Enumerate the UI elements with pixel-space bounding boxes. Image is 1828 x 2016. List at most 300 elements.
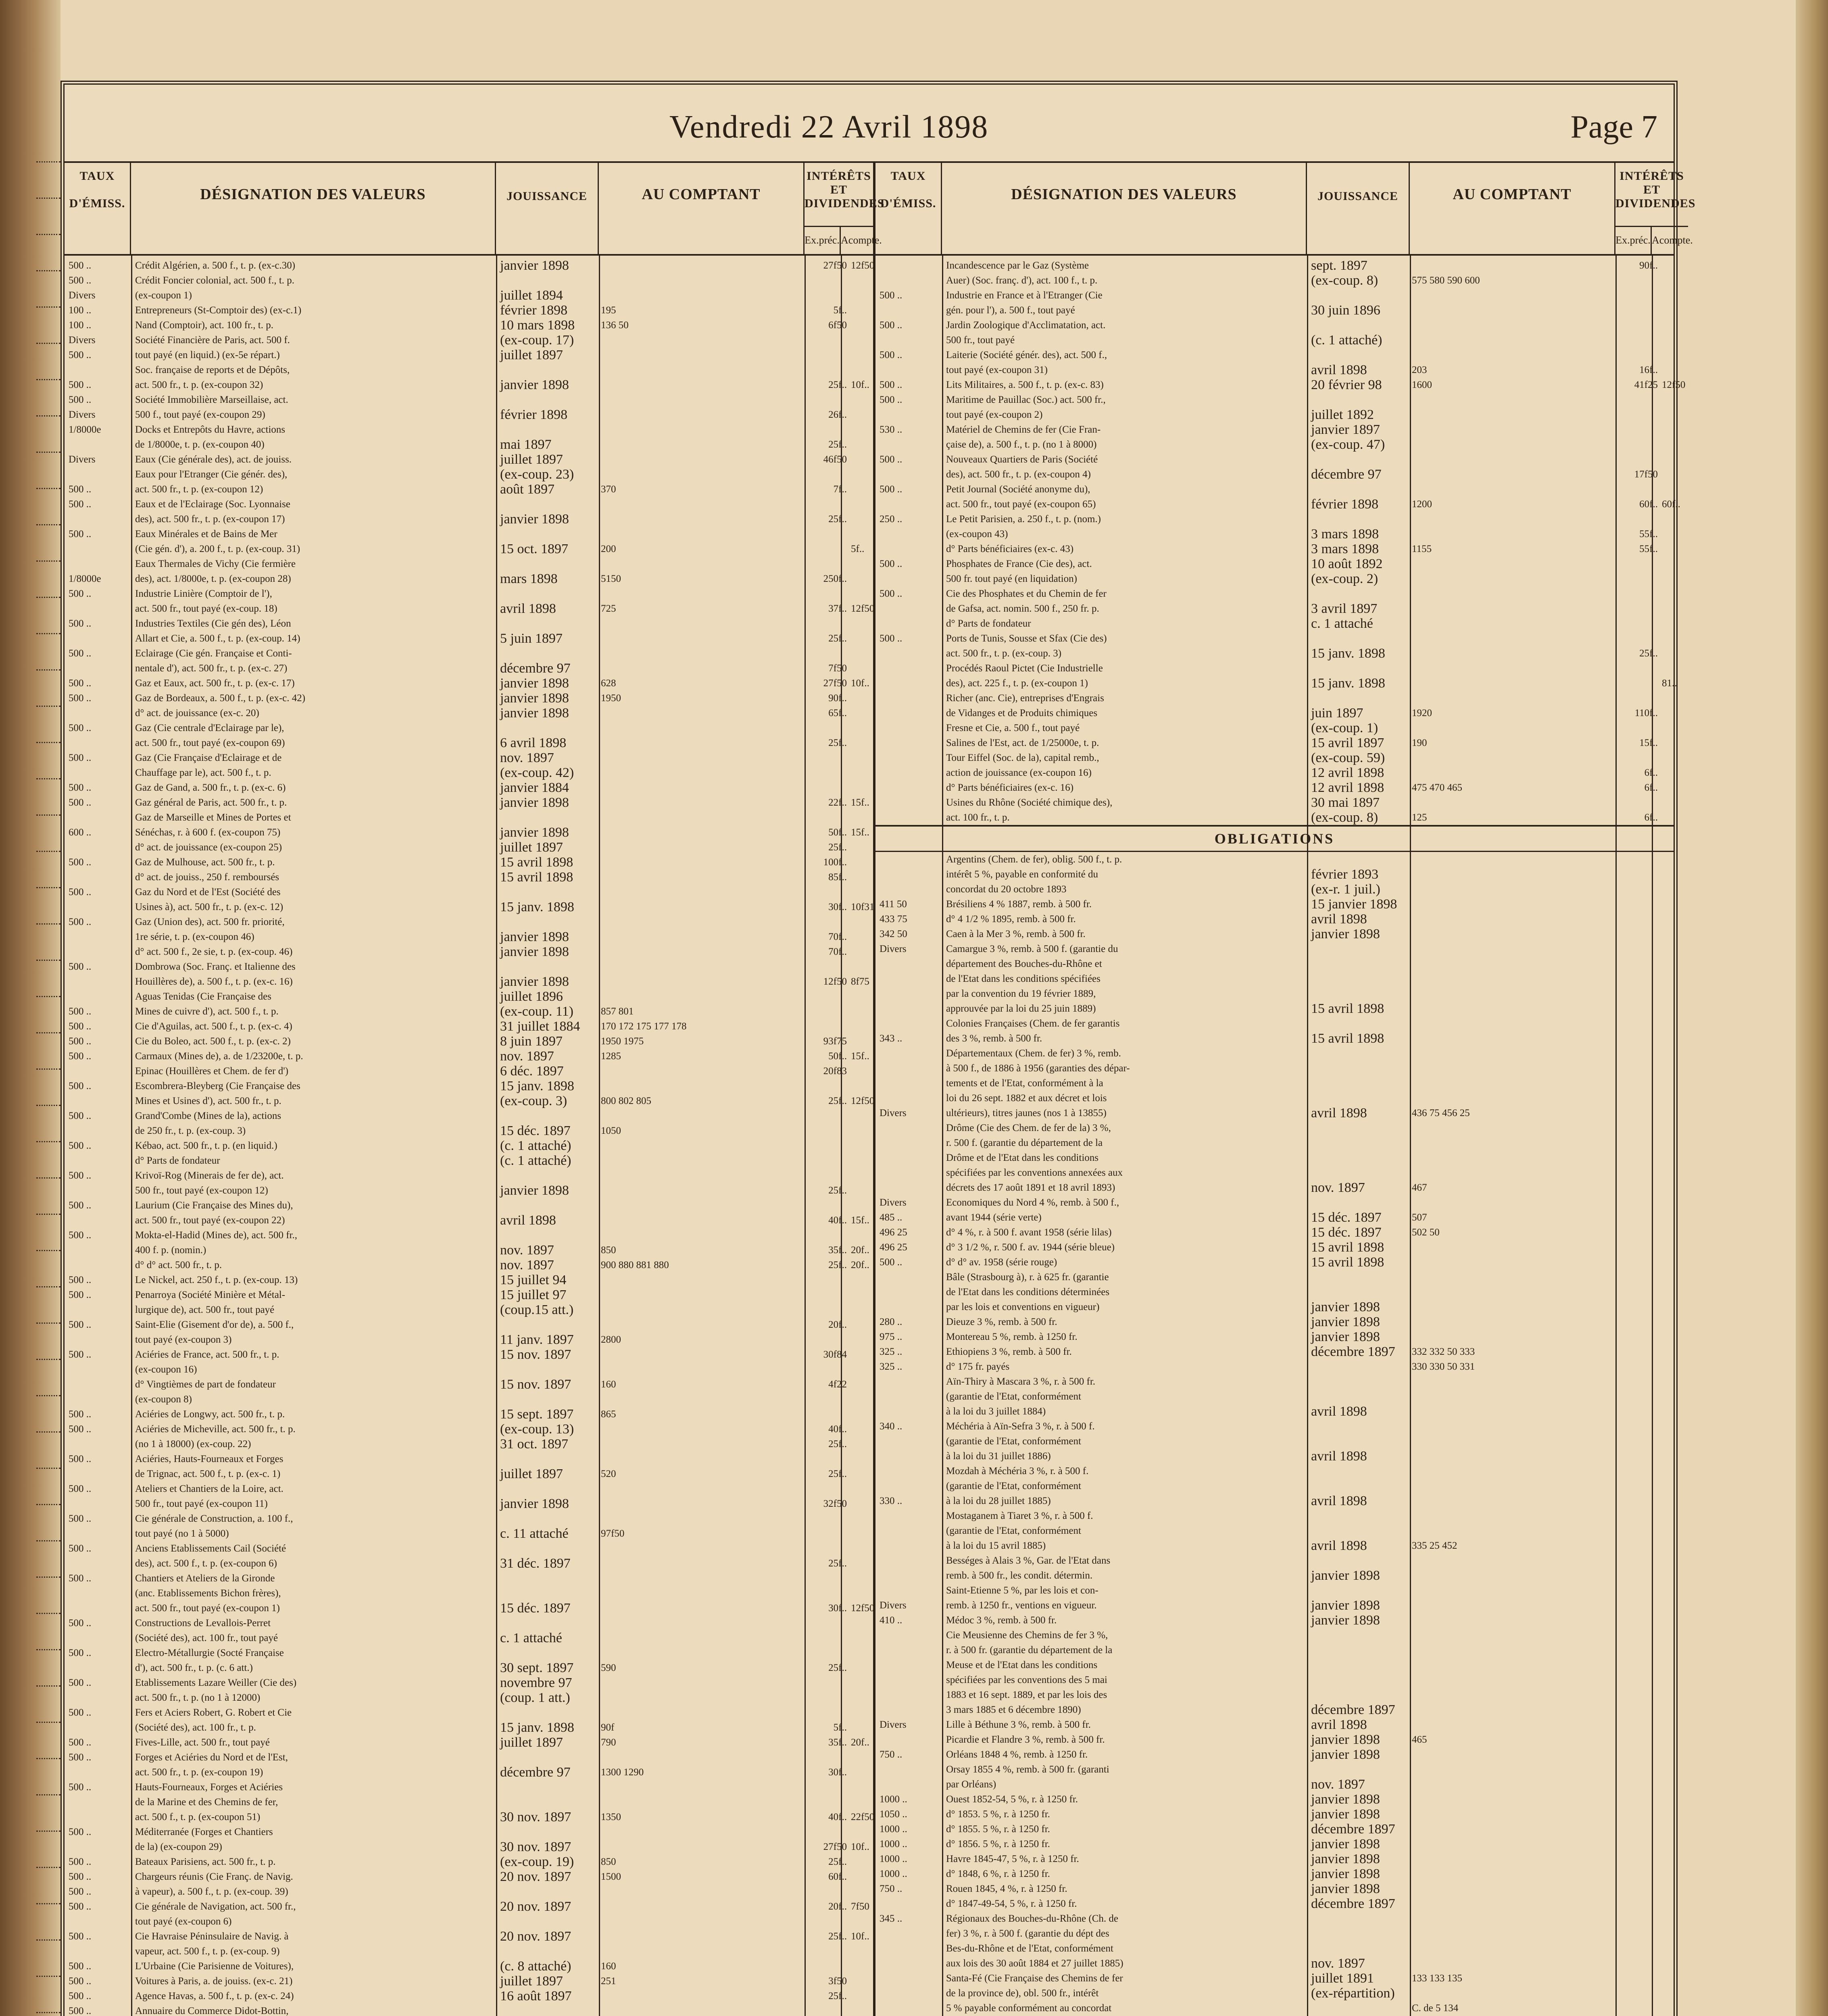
designation-cell: Méditerranée (Forges et Chantiers (135, 1826, 273, 1837)
taux-cell: 500 .. (69, 1081, 92, 1091)
strip-dotted-line (36, 1831, 60, 1832)
designation-cell: (garantie de l'Etat, conformément (946, 1436, 1081, 1447)
designation-cell: action de jouissance (ex-coupon 16) (946, 767, 1092, 778)
jouissance-cell: juillet 1897 (500, 452, 563, 467)
taux-cell: 410 .. (880, 1615, 903, 1626)
designation-cell: gén. pour l'), a. 500 f., tout payé (946, 305, 1075, 316)
cours-cell: 502 50 (1412, 1227, 1440, 1238)
designation-cell: à 500 f., de 1886 à 1956 (garanties des dépar- (946, 1063, 1130, 1074)
jouissance-cell: 31 oct. 1897 (500, 1437, 569, 1452)
ex-prec-cell: 25f.. (828, 1991, 847, 2001)
designation-cell: Eaux et de l'Eclairage (Soc. Lyonnaise (135, 499, 290, 510)
table-row (65, 571, 873, 586)
table-row (875, 1150, 1674, 1165)
jouissance-cell: 6 avril 1898 (500, 735, 567, 750)
table-row (875, 1613, 1674, 1628)
jouissance-cell: 15 déc. 1897 (500, 1123, 571, 1138)
designation-cell: Gaz de Mulhouse, act. 500 fr., t. p. (135, 857, 275, 868)
designation-cell: Mines de cuivre d'), act. 500 f., t. p. (135, 1006, 279, 1017)
taux-cell: 500 .. (69, 1618, 92, 1629)
designation-cell: Carmaux (Mines de), a. de 1/23200e, t. p. (135, 1051, 303, 1062)
designation-cell: r. 500 f. (garantie du département de la (946, 1137, 1103, 1148)
jouissance-cell: janvier 1898 (500, 512, 569, 527)
designation-cell: Drôme et de l'Etat dans les conditions (946, 1152, 1099, 1163)
header-acomptes: Acompte. (841, 226, 873, 254)
ex-prec-cell: 6f.. (1644, 767, 1658, 778)
ex-prec-cell: 20f83 (823, 1066, 847, 1077)
strip-dotted-line (36, 1685, 60, 1687)
table-row (65, 1287, 873, 1302)
designation-cell: Cie d'Aguilas, act. 500 f., t. p. (ex-c. 4) (135, 1021, 292, 1032)
table-row (875, 1389, 1674, 1404)
table-row (875, 1359, 1674, 1374)
table-row (65, 1079, 873, 1093)
taux-cell: 500 .. (69, 1036, 92, 1047)
strip-dotted-line (36, 1322, 60, 1324)
table-row (875, 1106, 1674, 1120)
acompte-cell: 12f50 (851, 1603, 875, 1614)
jouissance-cell: avril 1898 (1311, 912, 1367, 927)
ex-prec-cell: 5f.. (833, 1722, 847, 1733)
jouissance-cell: 6 déc. 1897 (500, 1064, 564, 1079)
designation-cell: des 3 %, remb. à 500 fr. (946, 1033, 1042, 1044)
taux-cell: 1000 .. (880, 1839, 907, 1849)
table-row (875, 452, 1674, 467)
jouissance-cell: (ex-r. 1 juil.) (1311, 882, 1380, 897)
table-row (65, 303, 873, 318)
table-row (875, 1851, 1674, 1866)
acompte-cell: 15f.. (851, 1215, 869, 1226)
jouissance-cell: nov. 1897 (500, 1258, 554, 1272)
acompte-cell: 7f50 (851, 1901, 869, 1912)
cours-cell: 520 (601, 1468, 616, 1479)
taux-cell: 500 .. (69, 1647, 92, 1658)
designation-cell: Gaz de Marseille et Mines de Portes et (135, 812, 291, 823)
strip-dotted-line (36, 1794, 60, 1795)
taux-cell: 500 .. (69, 916, 92, 927)
designation-cell: 500 fr. tout payé (en liquidation) (946, 573, 1077, 584)
designation-cell: Brésiliens 4 % 1887, remb. à 500 fr. (946, 899, 1092, 910)
taux-cell: 750 .. (880, 1883, 903, 1894)
table-row (65, 1556, 873, 1571)
ex-prec-cell: 25f.. (828, 1185, 847, 1196)
taux-cell: 500 .. (880, 633, 903, 644)
strip-dotted-line (36, 1722, 60, 1723)
designation-cell: Bességes à Alais 3 %, Gar. de l'Etat dans (946, 1555, 1111, 1566)
jouissance-cell: mars 1898 (500, 571, 558, 586)
table-row (65, 1824, 873, 1839)
taux-cell: 530 .. (880, 424, 903, 435)
acompte-cell: 5f.. (851, 544, 865, 554)
acompte-cell: 12f50 (851, 260, 875, 271)
designation-cell: (ex-coupon 43) (946, 529, 1008, 539)
cours-cell: C. de 5 134 (1412, 2003, 1459, 2014)
jouissance-cell: janvier 1898 (1311, 1837, 1380, 1851)
ex-prec-cell: 40f.. (828, 1215, 847, 1226)
designation-cell: 1re série, t. p. (ex-coupon 46) (135, 931, 254, 942)
taux-cell: 500 .. (69, 350, 92, 360)
strip-dotted-line (36, 1214, 60, 1215)
cours-cell: 1950 (601, 693, 621, 704)
table-row (875, 1717, 1674, 1732)
table-row (875, 1523, 1674, 1538)
jouissance-cell: janvier 1898 (1311, 1598, 1380, 1613)
cours-cell: 628 (601, 678, 616, 689)
taux-cell: 411 50 (880, 899, 907, 910)
jouissance-cell: 15 avril 1898 (500, 855, 573, 870)
ex-prec-cell: 17f50 (1634, 469, 1658, 480)
table-row (875, 1449, 1674, 1464)
table-row (875, 1046, 1674, 1061)
taux-cell: 345 .. (880, 1913, 903, 1924)
table-row (65, 1108, 873, 1123)
taux-cell: 500 .. (69, 1110, 92, 1121)
designation-cell: d° Parts bénéficiaires (ex-c. 43) (946, 544, 1074, 554)
taux-cell: 500 .. (69, 693, 92, 704)
jouissance-cell: janvier 1898 (1311, 1300, 1380, 1314)
left-table-body (65, 258, 873, 2016)
designation-cell: Gaz du Nord et de l'Est (Société des (135, 887, 281, 898)
jouissance-cell: (coup. 1 att.) (500, 1690, 570, 1705)
taux-cell: 1/8000e (69, 573, 101, 584)
table-row (875, 1687, 1674, 1702)
page-number: Page 7 (1570, 109, 1657, 145)
strip-dotted-line (36, 1286, 60, 1287)
table-row (875, 1404, 1674, 1419)
taux-cell: 500 .. (69, 1319, 92, 1330)
designation-cell: tout payé (ex-coupon 3) (135, 1334, 232, 1345)
taux-cell: 500 .. (69, 394, 92, 405)
strip-dotted-line (36, 633, 60, 634)
jouissance-cell: (ex-coup. 59) (1311, 750, 1385, 765)
table-row (875, 1255, 1674, 1270)
designation-cell: Mines et Usines d'), act. 500 fr., t. p. (135, 1095, 281, 1106)
strip-dotted-line (36, 1141, 60, 1142)
table-row (65, 780, 873, 795)
designation-cell: Aciéries de Micheville, act. 500 fr., t. p. (135, 1424, 296, 1435)
cours-cell: 90f (601, 1722, 615, 1733)
jouissance-cell: janvier 1898 (500, 676, 569, 691)
table-row (65, 1064, 873, 1079)
ex-prec-cell: 12f50 (823, 976, 847, 987)
jouissance-cell: juin 1897 (1311, 706, 1363, 721)
table-row (875, 1822, 1674, 1837)
jouissance-cell: avril 1898 (500, 1213, 556, 1228)
ex-prec-cell: 6f.. (1644, 812, 1658, 823)
jouissance-cell: janvier 1898 (500, 1496, 569, 1511)
designation-cell: (ex-coupon 1) (135, 290, 192, 301)
designation-cell: (anc. Etablissements Bichon frères), (135, 1588, 281, 1599)
designation-cell: (Cie gén. d'), a. 200 f., t. p. (ex-coup. 31) (135, 544, 300, 554)
jouissance-cell: (ex-coup. 42) (500, 765, 574, 780)
designation-cell: (Société des), act. 100 fr., tout payé (135, 1633, 278, 1643)
table-row (65, 333, 873, 348)
table-row (65, 1228, 873, 1243)
jouissance-cell: avril 1898 (1311, 1404, 1367, 1419)
ex-prec-cell: 5f.. (833, 305, 847, 316)
acompte-cell: 81.. (1662, 678, 1677, 689)
table-row (65, 1631, 873, 1645)
table-row (65, 1929, 873, 1944)
designation-cell: Soc. française de reports et de Dépôts, (135, 364, 290, 375)
designation-cell: act. 500 fr., t. p. (ex-coup. 3) (946, 648, 1062, 659)
taux-cell: 1000 .. (880, 1824, 907, 1835)
table-row (875, 1300, 1674, 1314)
jouissance-cell: juillet 1891 (1311, 1971, 1374, 1986)
jouissance-cell: 12 avril 1898 (1311, 780, 1384, 795)
table-row (65, 556, 873, 571)
ex-prec-cell: 32f50 (823, 1498, 847, 1509)
table-row (65, 825, 873, 840)
designation-cell: de 250 fr., t. p. (ex-coup. 3) (135, 1125, 246, 1136)
table-row (875, 1911, 1674, 1926)
taux-cell: Divers (880, 1197, 907, 1208)
table-row (65, 497, 873, 512)
taux-cell: 500 .. (880, 290, 903, 301)
strip-dotted-line (36, 1250, 60, 1251)
jouissance-cell: 15 avril 1898 (1311, 1001, 1384, 1016)
jouissance-cell: janvier 1898 (500, 795, 569, 810)
ex-prec-cell: 25f.. (828, 737, 847, 748)
jouissance-cell: décembre 97 (500, 1765, 571, 1780)
jouissance-cell: 3 mars 1898 (1311, 541, 1379, 556)
acompte-cell: 12f50 (1662, 379, 1686, 390)
ex-prec-cell: 55f.. (1639, 529, 1658, 539)
jouissance-cell: janvier 1898 (500, 974, 569, 989)
table-row (875, 1583, 1674, 1598)
ex-prec-cell: 7f50 (828, 663, 847, 674)
table-row (875, 1344, 1674, 1359)
designation-cell: Drôme (Cie des Chem. de fer de la) 3 %, (946, 1123, 1111, 1133)
table-row (65, 1854, 873, 1869)
cours-cell: 475 470 465 (1412, 782, 1462, 793)
taux-cell: 500 .. (69, 618, 92, 629)
jouissance-cell: janvier 1898 (500, 377, 569, 392)
acompte-cell: 20f.. (851, 1245, 869, 1256)
table-row (875, 646, 1674, 661)
jouissance-cell: janvier 1898 (500, 691, 569, 706)
table-row (65, 691, 873, 706)
designation-cell: Electro-Métallurgie (Socté Française (135, 1647, 284, 1658)
jouissance-cell: 15 déc. 1897 (1311, 1225, 1382, 1240)
table-row (875, 1091, 1674, 1106)
table-row (65, 1765, 873, 1780)
table-row (875, 1135, 1674, 1150)
table-row (875, 1747, 1674, 1762)
designation-cell: Régionaux des Bouches-du-Rhône (Ch. de (946, 1913, 1119, 1924)
table-row (65, 1093, 873, 1108)
jouissance-cell: (c. 1 attaché) (500, 1153, 571, 1168)
table-row (65, 541, 873, 556)
jouissance-cell: (ex-coup. 17) (500, 333, 574, 348)
acompte-cell: 22f50 (851, 1812, 875, 1822)
designation-cell: Le Nickel, act. 250 f., t. p. (ex-coup. 13) (135, 1275, 298, 1285)
cours-cell: 1350 (601, 1812, 621, 1822)
taux-cell: 280 .. (880, 1316, 903, 1327)
ex-prec-cell: 25f.. (828, 1439, 847, 1450)
jouissance-cell: 16 août 1897 (500, 1989, 572, 2004)
taux-cell: 500 .. (880, 320, 903, 331)
strip-dotted-line (36, 1431, 60, 1433)
jouissance-cell: (c. 1 attaché) (1311, 333, 1382, 348)
designation-cell: Médoc 3 %, remb. à 500 fr. (946, 1615, 1057, 1626)
jouissance-cell: (ex-coup. 8) (1311, 810, 1378, 825)
table-row (875, 691, 1674, 706)
designation-cell: d° 175 fr. payés (946, 1361, 1010, 1372)
taux-cell: 500 .. (69, 529, 92, 539)
taux-cell: 500 .. (69, 1289, 92, 1300)
taux-cell: 343 .. (880, 1033, 903, 1044)
table-row (65, 1944, 873, 1959)
jouissance-cell: juillet 1897 (500, 1735, 563, 1750)
designation-cell: Gaz (Cie centrale d'Eclairage par le), (135, 723, 284, 733)
table-row (65, 1795, 873, 1810)
designation-cell: Annuaire du Commerce Didot-Bottin, (135, 2006, 289, 2016)
designation-cell: décrets des 17 août 1891 et 18 avril 1893) (946, 1182, 1115, 1193)
designation-cell: 500 f., tout payé (ex-coupon 29) (135, 409, 265, 420)
table-row (65, 1004, 873, 1019)
designation-cell: d° Parts bénéficiaires (ex-c. 16) (946, 782, 1074, 793)
designation-cell: Crédit Foncier colonial, act. 500 f., t. p. (135, 275, 295, 286)
jouissance-cell: 20 février 98 (1311, 377, 1382, 392)
taux-cell: 500 .. (69, 499, 92, 510)
jouissance-cell: (ex-coup. 1) (1311, 721, 1378, 735)
header-jouissance: JOUISSANCE (1307, 161, 1410, 254)
jouissance-cell: décembre 1897 (1311, 1822, 1395, 1837)
jouissance-cell: 15 janv. 1898 (1311, 676, 1385, 691)
taux-cell: 330 .. (880, 1495, 903, 1506)
jouissance-cell: 15 janv. 1898 (500, 900, 574, 914)
designation-cell: Usines du Rhône (Société chimique des), (946, 797, 1113, 808)
taux-cell: 325 .. (880, 1346, 903, 1357)
cours-cell: 436 75 456 25 (1412, 1108, 1470, 1118)
table-row (65, 407, 873, 422)
designation-cell: tout payé (en liquid.) (ex-5e répart.) (135, 350, 280, 360)
jouissance-cell: avril 1898 (1311, 1717, 1367, 1732)
table-row (875, 273, 1674, 288)
ex-prec-cell: 90f.. (828, 693, 847, 704)
jouissance-cell: novembre 97 (500, 1675, 572, 1690)
designation-cell: 5 % payable conformément au concordat (946, 2003, 1112, 2014)
designation-cell: act. 500 fr., t. p. (ex-coupon 19) (135, 1767, 263, 1778)
ex-prec-cell: 20f.. (828, 1319, 847, 1330)
table-row (65, 1884, 873, 1899)
acompte-cell: 60f.. (1662, 499, 1680, 510)
designation-cell: Grand'Combe (Mines de la), actions (135, 1110, 281, 1121)
strip-dotted-line (36, 379, 60, 380)
designation-cell: d° act. de jouiss., 250 f. remboursés (135, 872, 279, 883)
designation-cell: Fives-Lille, act. 500 fr., tout payé (135, 1737, 270, 1748)
strip-dotted-line (36, 1395, 60, 1396)
table-row (65, 1526, 873, 1541)
strip-dotted-line (36, 1577, 60, 1578)
acompte-cell: 8f75 (851, 976, 869, 987)
designation-cell: d° d° act. 500 fr., t. p. (135, 1260, 222, 1270)
table-row (875, 422, 1674, 437)
taux-cell: 500 .. (69, 1737, 92, 1748)
jouissance-cell: avril 1898 (1311, 1538, 1367, 1553)
strip-dotted-line (36, 560, 60, 562)
designation-cell: Docks et Entrepôts du Havre, actions (135, 424, 286, 435)
table-row (875, 1434, 1674, 1449)
jouissance-cell: 31 juillet 1884 (500, 1019, 580, 1034)
table-row (875, 1270, 1674, 1285)
designation-cell: approuvée par la loi du 25 juin 1889) (946, 1003, 1096, 1014)
table-row (875, 482, 1674, 497)
table-row (65, 661, 873, 676)
taux-cell: 600 .. (69, 827, 92, 838)
table-row (875, 1956, 1674, 1971)
designation-cell: Chauffage par le), act. 500 f., t. p. (135, 767, 271, 778)
designation-cell: Anciens Etablissements Cail (Société (135, 1543, 286, 1554)
jouissance-cell: (ex-coup. 19) (500, 1854, 574, 1869)
table-row (875, 1777, 1674, 1792)
cours-cell: 575 580 590 600 (1412, 275, 1480, 286)
strip-dotted-line (36, 1105, 60, 1106)
jouissance-cell: avril 1898 (1311, 1449, 1367, 1464)
cours-cell: 865 (601, 1409, 616, 1420)
acompte-cell: 10f.. (851, 379, 869, 390)
jouissance-cell: (ex-coup. 11) (500, 1004, 573, 1019)
table-row (65, 855, 873, 870)
designation-cell: d'), act. 500 fr., t. p. (c. 6 att.) (135, 1662, 253, 1673)
jouissance-cell: février 1898 (500, 303, 568, 318)
acompte-cell: 20f.. (851, 1260, 869, 1270)
table-row (875, 1001, 1674, 1016)
designation-cell: des), act. 500 f., t. p. (ex-coupon 6) (135, 1558, 277, 1569)
designation-cell: à la loi du 28 juillet 1885) (946, 1495, 1051, 1506)
table-row (65, 452, 873, 467)
jouissance-cell: 15 janvier 1898 (1311, 897, 1397, 912)
table-row (65, 959, 873, 974)
table-row (65, 1616, 873, 1631)
designation-cell: (garantie de l'Etat, conformément (946, 1481, 1081, 1491)
jouissance-cell: nov. 1897 (1311, 1777, 1365, 1792)
designation-cell: 500 fr., tout payé (946, 335, 1015, 346)
ex-prec-cell: 25f.. (828, 1856, 847, 1867)
table-row (65, 1123, 873, 1138)
jouissance-cell: (coup.15 att.) (500, 1302, 574, 1317)
taux-cell: 500 .. (69, 857, 92, 868)
taux-cell: 500 .. (880, 394, 903, 405)
jouissance-cell: décembre 97 (1311, 467, 1382, 482)
designation-cell: spécifiées par les conventions des 5 mai (946, 1674, 1107, 1685)
cours-cell: 1600 (1412, 379, 1432, 390)
table-row (65, 392, 873, 407)
taux-cell: 500 .. (69, 588, 92, 599)
ex-prec-cell: 25f.. (828, 1662, 847, 1673)
table-row (875, 1314, 1674, 1329)
designation-cell: act. 500 fr., tout payé (ex-coupon 69) (135, 737, 285, 748)
table-row (65, 1705, 873, 1720)
ex-prec-cell: 40f.. (828, 1812, 847, 1822)
taux-cell: Divers (880, 1719, 907, 1730)
table-row (65, 1258, 873, 1272)
header-ex-prec: Ex.préc. (1615, 226, 1652, 254)
taux-cell: 500 .. (69, 1021, 92, 1032)
cours-cell: 725 (601, 603, 616, 614)
ex-prec-cell: 35f.. (828, 1737, 847, 1748)
designation-cell: (ex-coupon 8) (135, 1394, 192, 1405)
jouissance-cell: avril 1898 (1311, 1106, 1367, 1120)
table-row (65, 1571, 873, 1586)
designation-cell: d° Parts de fondateur (946, 618, 1031, 629)
cours-cell: 850 (601, 1856, 616, 1867)
page-edge (1796, 0, 1828, 2016)
designation-cell: à la loi du 15 avril 1885) (946, 1540, 1046, 1551)
jouissance-cell: (c. 1 attaché) (500, 1138, 571, 1153)
table-row (65, 1720, 873, 1735)
